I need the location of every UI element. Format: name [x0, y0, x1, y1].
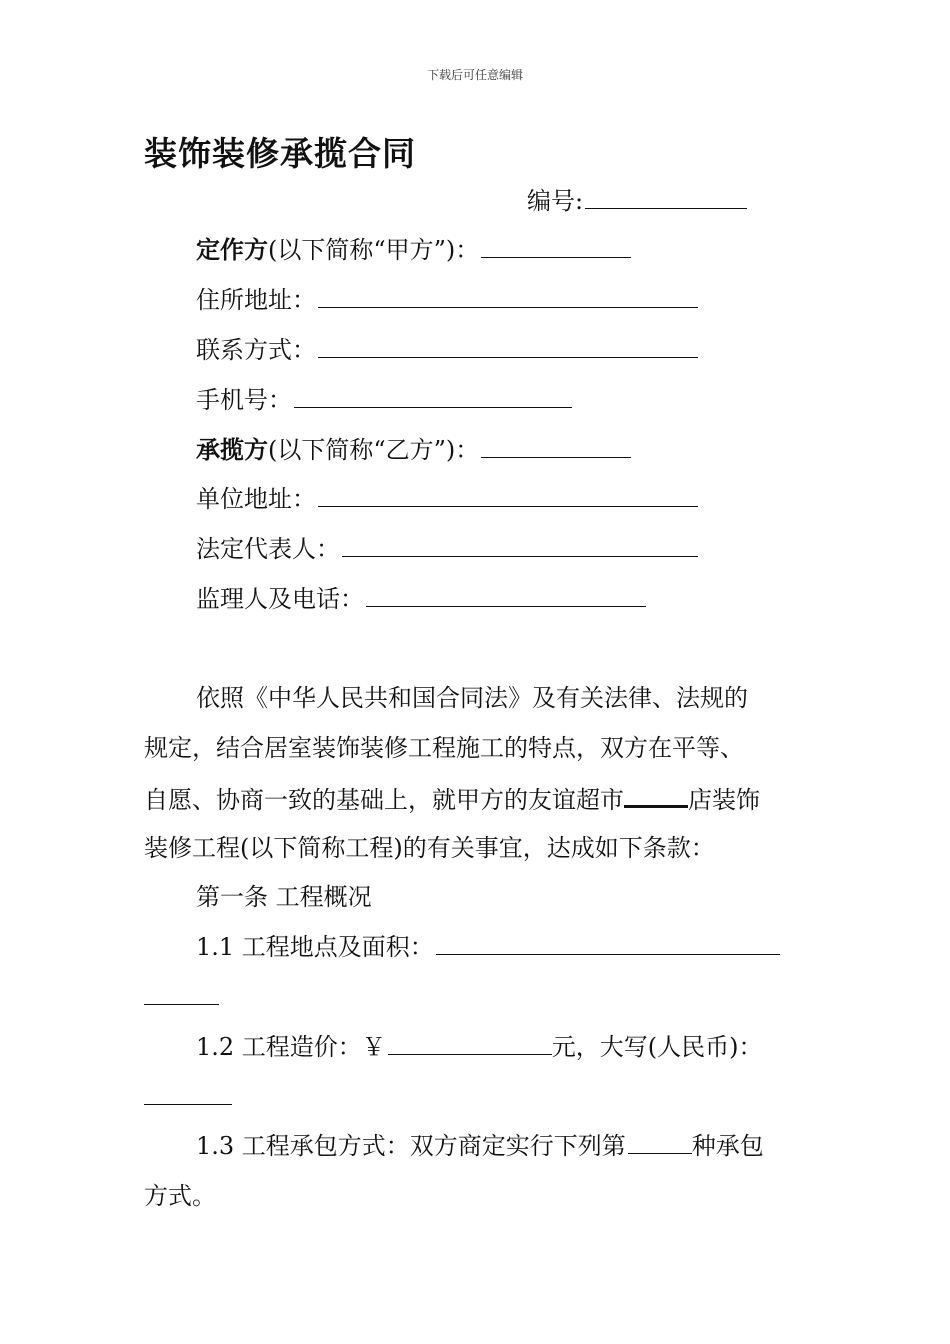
preamble-line-2: 规定，结合居室装饰装修工程施工的特点，双方在平等、: [144, 734, 744, 762]
item-1-1-blank[interactable]: [436, 932, 780, 955]
item-1-1-line: [196, 932, 780, 962]
preamble-line-3-post: 店装饰: [688, 786, 760, 814]
item-1-1-label: 1.1 工程地点及面积：: [196, 933, 434, 961]
preamble-line-4: 装修工程(以下简称工程)的有关事宜，达成如下条款：: [144, 834, 715, 862]
party-a-contact-line: [196, 335, 698, 365]
party-a-suffix: (以下简称“甲方”)：: [268, 236, 480, 264]
item-1-2-written-amount-blank[interactable]: [144, 1104, 232, 1105]
party-b-rep-line: [196, 534, 698, 564]
item-1-3-continued: 方式。: [144, 1182, 216, 1210]
preamble-line-3-pre: 自愿、协商一致的基础上，就甲方的友谊超市: [144, 786, 624, 814]
party-a-phone-blank[interactable]: [294, 385, 572, 408]
header-note: 下载后可任意编辑: [426, 68, 523, 82]
item-1-1-blank-continued[interactable]: [144, 1004, 219, 1005]
party-a-contact-blank[interactable]: [318, 335, 698, 358]
party-a-address-label: 住所地址：: [196, 286, 316, 314]
supervisor-blank[interactable]: [366, 584, 646, 607]
party-b-rep-blank[interactable]: [342, 534, 698, 557]
party-b-address-line: [196, 484, 698, 514]
party-a-phone-label: 手机号：: [196, 386, 292, 414]
party-a-label: 定作方: [196, 235, 268, 264]
item-1-2-line: [196, 1032, 763, 1062]
item-1-2-mid: 元，大写(人民币)：: [551, 1033, 763, 1061]
party-b-suffix: (以下简称“乙方”)：: [268, 436, 480, 464]
party-a-address-blank[interactable]: [318, 285, 698, 308]
party-a-address-line: [196, 285, 698, 315]
supervisor-line: [196, 584, 646, 614]
party-a-phone-line: [196, 385, 572, 415]
preamble-line-1: 依照《中华人民共和国合同法》及有关法律、法规的: [196, 684, 748, 712]
supervisor-label: 监理人及电话：: [196, 585, 364, 613]
contract-number-line: [527, 186, 747, 216]
party-b-address-blank[interactable]: [318, 484, 698, 507]
item-1-3-blank[interactable]: [628, 1131, 692, 1154]
article-1-heading: 第一条 工程概况: [196, 883, 372, 911]
party-b-address-label: 单位地址：: [196, 485, 316, 513]
contract-title: 装饰装修承揽合同: [144, 134, 416, 173]
party-a-name-blank[interactable]: [481, 235, 631, 258]
item-1-2-amount-blank[interactable]: [388, 1032, 552, 1055]
store-name-blank[interactable]: [624, 783, 688, 808]
preamble-line-3: [144, 783, 760, 815]
contract-number-label: 编号:: [527, 187, 584, 215]
item-1-3-post: 种承包: [691, 1132, 764, 1160]
item-1-3-line: [196, 1131, 764, 1161]
party-a-contact-label: 联系方式：: [196, 336, 316, 364]
party-b-rep-label: 法定代表人：: [196, 535, 340, 563]
party-b-name-blank[interactable]: [481, 435, 631, 458]
item-1-2-label: 1.2 工程造价：￥: [196, 1033, 386, 1061]
item-1-3-pre: 1.3 工程承包方式：双方商定实行下列第: [196, 1132, 626, 1160]
party-b-label: 承揽方: [196, 435, 268, 464]
party-a-line: [196, 235, 631, 265]
party-b-line: [196, 435, 631, 465]
contract-number-blank[interactable]: [585, 186, 747, 209]
